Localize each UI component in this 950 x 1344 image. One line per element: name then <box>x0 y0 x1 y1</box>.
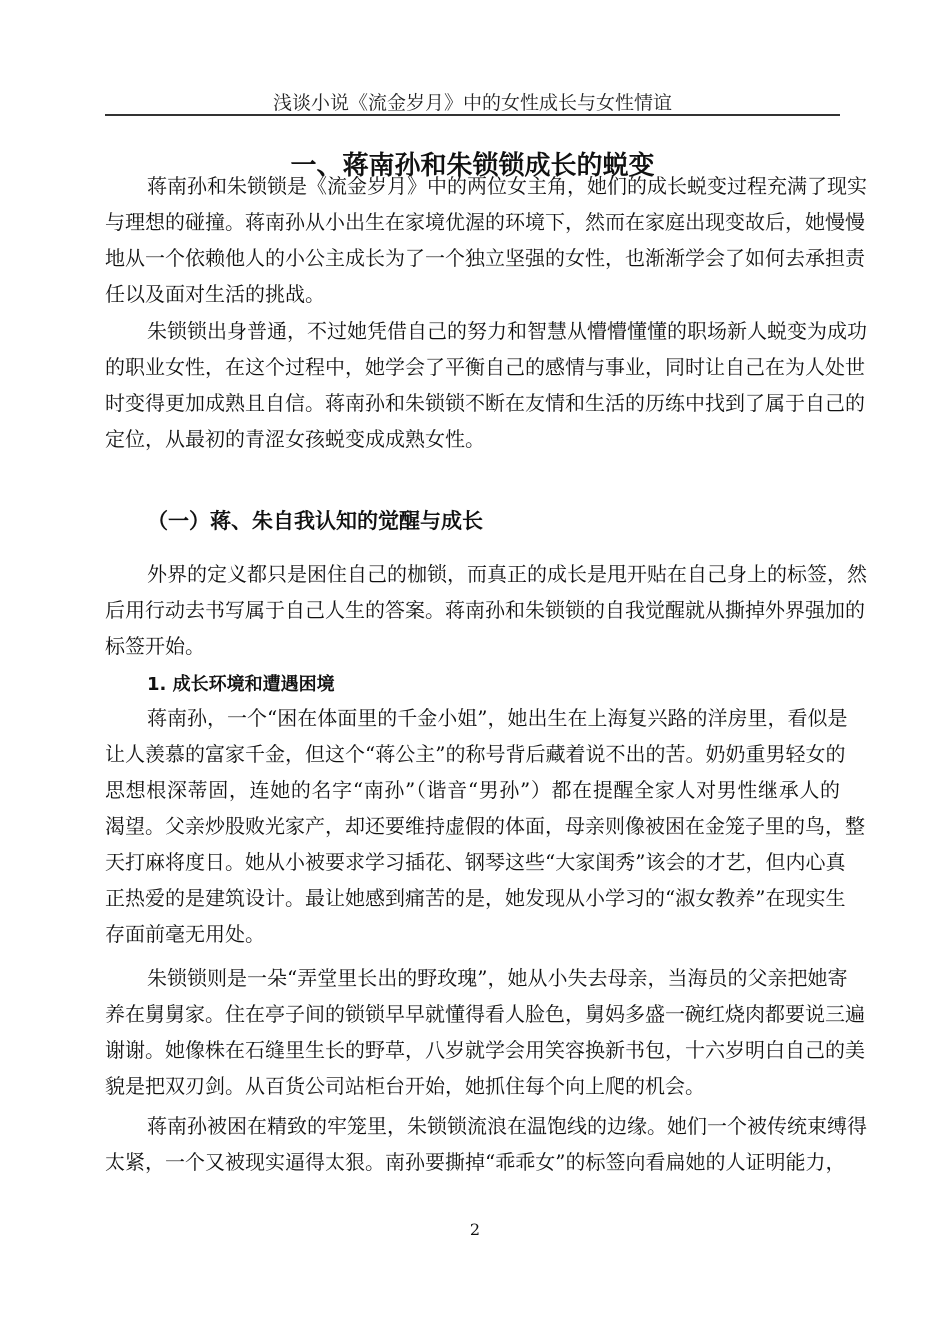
text-line: 的职业女性，在这个过程中，她学会了平衡自己的感情与事业，同时让自己在为人处世 <box>105 355 865 379</box>
text-line: 任以及面对生活的挑战。 <box>105 282 325 306</box>
paragraph <box>105 960 865 1104</box>
text-line: 外界的定义都只是困住自己的枷锁，而真正的成长是甩开贴在自己身上的标签，然 <box>147 562 867 586</box>
page-number: 2 <box>469 1220 481 1239</box>
paragraph <box>105 556 867 664</box>
subsection-heading: 1. 成长环境和遭遇困境 <box>147 674 335 695</box>
running-header: 浅谈小说《流金岁月》中的女性成长与女性情谊 <box>272 92 672 114</box>
text-line: 天打麻将度日。她从小被要求学习插花、钢琴这些“大家闺秀”该会的才艺，但内心真 <box>105 850 846 874</box>
paragraph <box>105 1108 867 1180</box>
text-line: 朱锁锁则是一朵“弄堂里长出的野玫瑰”，她从小失去母亲，当海员的父亲把她寄 <box>147 966 848 990</box>
text-line: 太紧，一个又被现实逼得太狠。南孙要撕掉“乖乖女”的标签向看扁她的人证明能力， <box>105 1150 846 1174</box>
text-line: 思想根深蒂固，连她的名字“南孙”（谐音“男孙”）都在提醒全家人对男性继承人的 <box>105 778 840 802</box>
text-line: 蒋南孙和朱锁锁是《流金岁月》中的两位女主角，她们的成长蜕变过程充满了现实 <box>147 174 867 198</box>
text-line: 让人羡慕的富家千金，但这个“蒋公主”的称号背后藏着说不出的苦。奶奶重男轻女的 <box>105 742 846 766</box>
text-line: 与理想的碰撞。蒋南孙从小出生在家境优渥的环境下，然而在家庭出现变故后，她慢慢 <box>105 210 865 234</box>
paragraph <box>105 313 867 457</box>
text-line: 定位，从最初的青涩女孩蜕变成成熟女性。 <box>105 427 485 451</box>
text-line: 养在舅舅家。住在亭子间的锁锁早早就懂得看人脸色，舅妈多盛一碗红烧肉都要说三遍 <box>105 1002 865 1026</box>
chapter-title: 一、蒋南孙和朱锁锁成长的蜕变 <box>290 151 655 181</box>
text-line: 蒋南孙，一个“困在体面里的千金小姐”，她出生在上海复兴路的洋房里，看似是 <box>147 706 848 730</box>
paragraph <box>105 168 867 312</box>
text-line: 谢谢。她像株在石缝里生长的野草，八岁就学会用笑容换新书包，十六岁明白自己的美 <box>105 1038 865 1062</box>
text-line: 朱锁锁出身普通，不过她凭借自己的努力和智慧从懵懵懂懂的职场新人蜕变为成功 <box>147 319 867 343</box>
section-heading: （一）蒋、朱自我认知的觉醒与成长 <box>147 509 483 533</box>
text-line: 地从一个依赖他人的小公主成长为了一个独立坚强的女性，也渐渐学会了如何去承担责 <box>105 246 865 270</box>
text-line: 存面前毫无用处。 <box>105 922 265 946</box>
text-line: 渴望。父亲炒股败光家产，却还要维持虚假的体面，母亲则像被困在金笼子里的鸟，整 <box>105 814 865 838</box>
header-rule <box>105 114 840 116</box>
text-line: 标签开始。 <box>105 634 205 658</box>
paragraph <box>105 700 865 952</box>
text-line: 时变得更加成熟且自信。蒋南孙和朱锁锁不断在友情和生活的历练中找到了属于自己的 <box>105 391 865 415</box>
text-line: 后用行动去书写属于自己人生的答案。蒋南孙和朱锁锁的自我觉醒就从撕掉外界强加的 <box>105 598 865 622</box>
text-line: 蒋南孙被困在精致的牢笼里，朱锁锁流浪在温饱线的边缘。她们一个被传统束缚得 <box>147 1114 867 1138</box>
text-line: 正热爱的是建筑设计。最让她感到痛苦的是，她发现从小学习的“淑女教养”在现实生 <box>105 886 846 910</box>
text-line: 貌是把双刃剑。从百货公司站柜台开始，她抓住每个向上爬的机会。 <box>105 1074 705 1098</box>
